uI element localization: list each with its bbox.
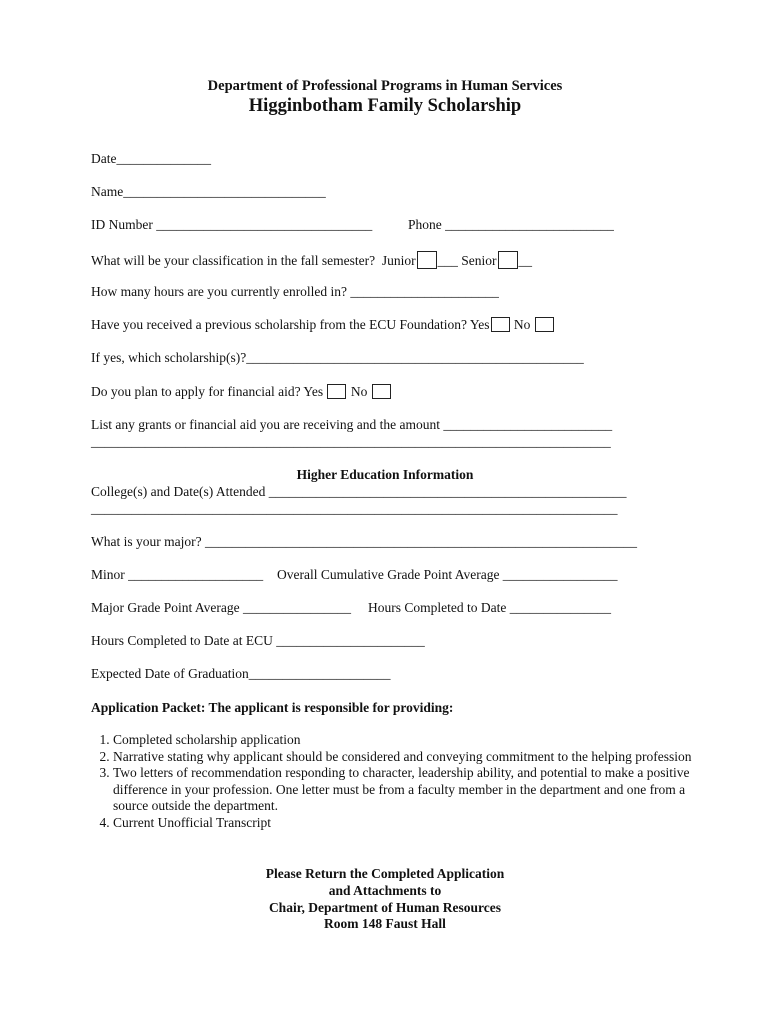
financial-aid-no-label: No (347, 384, 371, 399)
financial-aid-yes-checkbox[interactable] (327, 384, 346, 399)
senior-checkbox[interactable] (498, 251, 518, 269)
junior-checkbox[interactable] (417, 251, 437, 269)
junior-line: ___ (437, 253, 458, 268)
application-packet-list (91, 732, 713, 831)
phone-field[interactable]: Phone _________________________ (408, 217, 614, 232)
senior-line: __ (518, 253, 533, 268)
which-scholarship-field[interactable]: If yes, which scholarship(s)?__________________________________________________ (91, 350, 584, 365)
return-line-4: Room 148 Faust Hall (324, 916, 446, 932)
date-field[interactable]: Date______________ (91, 151, 211, 166)
colleges-attended-field-line2[interactable]: ______________________________________________________________________________ (91, 501, 618, 516)
name-field[interactable]: Name______________________________ (91, 184, 326, 199)
higher-education-heading: Higher Education Information (296, 467, 474, 482)
previous-scholarship-label: Have you received a previous scholarship from the ECU Foundation? Yes (91, 317, 490, 332)
previous-scholarship-row (91, 317, 555, 333)
list-item: 1. Completed scholarship application (113, 732, 713, 749)
previous-scholarship-no-label: No (510, 317, 534, 332)
financial-aid-no-checkbox[interactable] (372, 384, 391, 399)
list-item: 2. Narrative stating why applicant should be considered and conveying commitment to the helping profession (113, 749, 713, 766)
form-title: Higginbotham Family Scholarship (248, 96, 522, 116)
department-heading: Department of Professional Programs in Human Services (207, 78, 563, 94)
graduation-date-field[interactable]: Expected Date of Graduation_____________________ (91, 666, 391, 681)
id-number-field[interactable]: ID Number ________________________________ (91, 217, 373, 232)
financial-aid-label: Do you plan to apply for financial aid? Yes (91, 384, 327, 399)
classification-label: What will be your classification in the fall semester? Junior (91, 253, 416, 268)
list-item: 3. Two letters of recommendation responding to character, leadership ability, and potential to make a positive difference in your profession. One letter must be from a faculty member in the department and one from a source outside the department. (113, 765, 713, 815)
application-packet-heading: Application Packet: The applicant is responsible for providing: (91, 700, 454, 715)
grants-field-line2[interactable]: _____________________________________________________________________________ (91, 434, 611, 449)
major-gpa-field[interactable]: Major Grade Point Average ________________ (91, 600, 351, 615)
return-line-1: Please Return the Completed Application (265, 866, 505, 881)
major-field[interactable]: What is your major? ________________________________________________________________ (91, 534, 637, 549)
previous-scholarship-no-checkbox[interactable] (535, 317, 554, 332)
previous-scholarship-yes-checkbox[interactable] (491, 317, 510, 332)
overall-gpa-field[interactable]: Overall Cumulative Grade Point Average _________________ (277, 567, 618, 582)
hours-ecu-field[interactable]: Hours Completed to Date at ECU ______________________ (91, 633, 425, 648)
list-item: 4. Current Unofficial Transcript (113, 815, 713, 832)
return-line-3: Chair, Department of Human Resources (268, 899, 502, 915)
hours-enrolled-field[interactable]: How many hours are you currently enrolled in? ______________________ (91, 284, 499, 299)
return-line-2: and Attachments to (328, 882, 442, 898)
grants-field[interactable]: List any grants or financial aid you are receiving and the amount _________________________ (91, 417, 613, 432)
colleges-attended-field[interactable]: College(s) and Date(s) Attended _____________________________________________________ (91, 484, 627, 499)
hours-completed-field[interactable]: Hours Completed to Date _______________ (368, 600, 611, 615)
classification-row (91, 251, 532, 269)
return-instructions (0, 866, 770, 933)
senior-label: Senior (457, 253, 497, 268)
financial-aid-row (91, 384, 392, 400)
minor-field[interactable]: Minor ____________________ (91, 567, 264, 582)
